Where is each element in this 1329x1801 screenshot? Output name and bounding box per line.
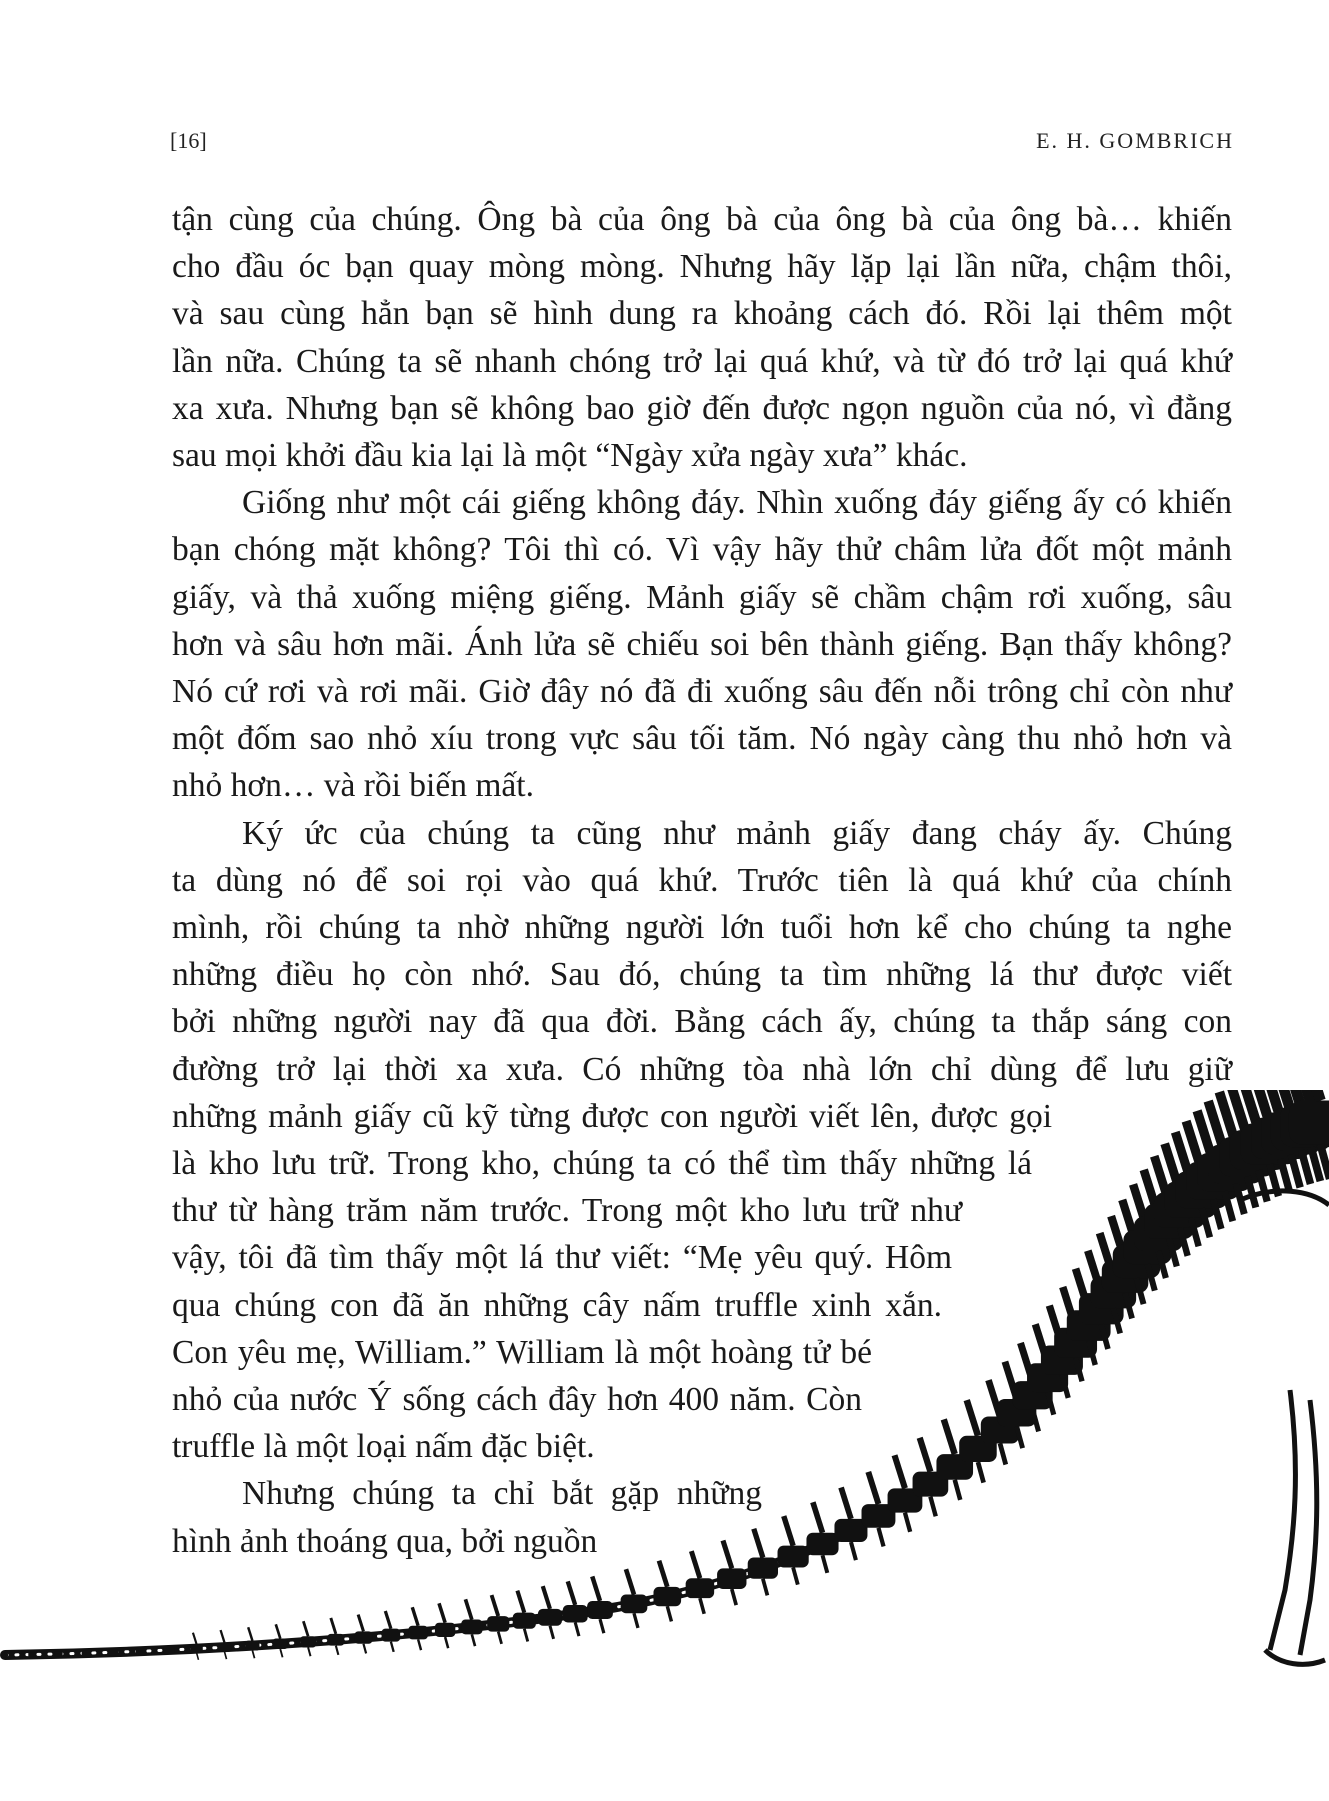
vertebra-spine bbox=[944, 1419, 955, 1454]
chevron-bone bbox=[524, 1629, 527, 1642]
vertebra bbox=[653, 1587, 681, 1606]
text-line: bạn chóng mặt không? Tôi thì có. Vì vậy hãy thử châm lửa đốt một mảnh bbox=[172, 531, 1232, 569]
vertebra bbox=[109, 1649, 119, 1656]
text-line: đường trở lại thời xa xưa. Có những tòa nhà lớn chỉ dùng để lưu giữ bbox=[172, 1050, 1232, 1088]
chevron-bone bbox=[336, 1646, 339, 1655]
vertebra-spine bbox=[331, 1618, 336, 1634]
chevron-bone bbox=[763, 1579, 768, 1596]
author-name: E. H. GOMBRICH bbox=[1036, 128, 1234, 153]
vertebra bbox=[28, 1652, 35, 1657]
vertebra bbox=[806, 1533, 838, 1555]
running-head bbox=[170, 128, 1234, 154]
vertebra-spine bbox=[967, 1400, 978, 1436]
vertebra-spine bbox=[813, 1502, 823, 1532]
vertebra-spine bbox=[784, 1516, 793, 1546]
chevron-bone bbox=[418, 1639, 421, 1650]
vertebra-spine bbox=[592, 1576, 600, 1601]
text-line: qua chúng con đã ăn những cây nấm truffle xinh xắn. bbox=[172, 1286, 942, 1324]
chevron-bone bbox=[955, 1480, 960, 1500]
vertebra-spine bbox=[248, 1627, 252, 1640]
vertebra-spine bbox=[303, 1621, 308, 1636]
chevron-bone bbox=[700, 1598, 704, 1614]
text-line: Nó cứ rơi và rơi mãi. Giờ đây nó đã đi xuống sâu đến nỗi trông chỉ còn như bbox=[172, 673, 1232, 711]
chevron-bone bbox=[878, 1528, 883, 1547]
dinosaur-skeleton-illustration bbox=[0, 1090, 1329, 1710]
vertebra bbox=[621, 1595, 648, 1614]
vertebra-spine bbox=[412, 1607, 418, 1626]
vertebra-spine bbox=[626, 1569, 634, 1594]
chevron-bone bbox=[363, 1644, 366, 1654]
vertebra bbox=[136, 1648, 147, 1655]
chevron-bone bbox=[308, 1647, 310, 1656]
paragraph bbox=[172, 479, 1232, 809]
vertebra bbox=[190, 1644, 202, 1653]
vertebra bbox=[2, 1653, 8, 1657]
vertebra-spine bbox=[358, 1615, 363, 1632]
vertebra bbox=[563, 1605, 588, 1622]
chevron-bone bbox=[252, 1651, 254, 1659]
vertebra-spine bbox=[492, 1595, 499, 1616]
chevron-bone bbox=[600, 1619, 604, 1633]
text-line: và sau cùng hẳn bạn sẽ hình dung ra khoảng cách đó. Rồi lại thêm một bbox=[172, 295, 1232, 333]
vertebra bbox=[1289, 1101, 1329, 1145]
text-line: Nhưng chúng ta chỉ bắt gặp những bbox=[242, 1475, 762, 1513]
vertebra-spine bbox=[439, 1603, 445, 1622]
vertebra bbox=[461, 1620, 482, 1635]
vertebra bbox=[778, 1546, 809, 1568]
chevron-bone bbox=[1000, 1443, 1006, 1464]
chevron-bone bbox=[1291, 1154, 1300, 1187]
chevron-bone bbox=[575, 1622, 579, 1636]
chevron-bone bbox=[1017, 1426, 1023, 1448]
vertebra-spine bbox=[221, 1630, 225, 1643]
text-line: những điều họ còn nhớ. Sau đó, chúng ta tìm những lá thư được viết bbox=[172, 956, 1232, 994]
text-line: là kho lưu trữ. Trong kho, chúng ta có thể tìm thấy những lá bbox=[172, 1145, 1032, 1183]
text-line: sau mọi khởi đầu kia lại là một “Ngày xửa ngày xưa” khác. bbox=[172, 437, 968, 475]
page-number: [16] bbox=[170, 128, 207, 153]
text-line: hình ảnh thoáng qua, bởi nguồn bbox=[172, 1522, 598, 1560]
text-line: cho đầu óc bạn quay mòng mòng. Nhưng hãy lặp lại lần nữa, chậm thôi, bbox=[172, 248, 1232, 286]
vertebra bbox=[487, 1616, 509, 1632]
text-line: vậy, tôi đã tìm thấy một lá thư viết: “Mẹ yêu quý. Hôm bbox=[172, 1239, 952, 1277]
chevron-bone bbox=[472, 1634, 475, 1646]
vertebra bbox=[273, 1639, 288, 1650]
chevron-bone bbox=[978, 1462, 984, 1483]
text-line: bởi những người nay đã qua đời. Bằng cách ấy, chúng ta thắp sáng con bbox=[172, 1003, 1232, 1041]
vertebra bbox=[163, 1646, 174, 1654]
text-line: nhỏ của nước Ý sống cách đây hơn 400 năm. Còn bbox=[172, 1381, 862, 1419]
text-line: ta dùng nó để soi rọi vào quá khứ. Trước tiên là quá khứ của chính bbox=[172, 861, 1232, 899]
vertebra bbox=[55, 1651, 63, 1656]
vertebra bbox=[435, 1623, 455, 1637]
text-line: một đốm sao nhỏ xíu trong vực sâu tối tăm. Nó ngày càng thu nhỏ hơn và bbox=[172, 720, 1232, 758]
text-line: Ký ức của chúng ta cũng như mảnh giấy đang cháy ấy. Chúng bbox=[242, 814, 1232, 852]
vertebra bbox=[245, 1641, 259, 1651]
vertebra bbox=[717, 1568, 746, 1589]
chevron-bone bbox=[823, 1555, 828, 1573]
chevron-bone bbox=[667, 1606, 671, 1621]
vertebra bbox=[513, 1613, 536, 1629]
vertebra-spine bbox=[754, 1529, 763, 1558]
chevron-bone bbox=[550, 1626, 554, 1639]
vertebra-spine bbox=[895, 1455, 905, 1488]
vertebra bbox=[300, 1636, 316, 1647]
vertebra bbox=[748, 1558, 778, 1579]
chevron-bone bbox=[391, 1642, 394, 1652]
vertebra bbox=[355, 1631, 373, 1643]
vertebra-spine bbox=[920, 1438, 931, 1472]
chevron-bone bbox=[793, 1567, 798, 1584]
vertebra-spine bbox=[276, 1624, 281, 1638]
chevron-bone bbox=[1033, 1409, 1039, 1431]
text-line: mình, rồi chúng ta nhờ những người lớn tuổi hơn kể cho chúng ta nghe bbox=[172, 909, 1232, 947]
chevron-bone bbox=[905, 1513, 910, 1532]
vertebra-spine bbox=[868, 1472, 878, 1504]
chevron-bone bbox=[445, 1637, 448, 1648]
chevron-bone bbox=[930, 1497, 935, 1517]
text-line: giấy, và thả xuống miệng giếng. Mảnh giấy sẽ chầm chậm rơi xuống, sâu bbox=[172, 578, 1232, 616]
vertebra bbox=[538, 1609, 562, 1626]
chevron-bone bbox=[498, 1632, 501, 1644]
vertebra-spine bbox=[659, 1561, 667, 1587]
chevron-bone bbox=[1301, 1150, 1310, 1183]
vertebra bbox=[686, 1578, 715, 1598]
vertebra bbox=[327, 1634, 344, 1646]
chevron-bone bbox=[225, 1652, 227, 1659]
text-line: nhỏ hơn… và rồi biến mất. bbox=[172, 767, 534, 805]
text-line: lần nữa. Chúng ta sẽ nhanh chóng trở lại quá khứ, và từ đó trở lại quá khứ bbox=[172, 342, 1232, 380]
text-line: truffle là một loại nấm đặc biệt. bbox=[172, 1428, 595, 1466]
chevron-bone bbox=[732, 1589, 736, 1605]
vertebra-spine bbox=[568, 1581, 575, 1605]
text-line: xa xưa. Nhưng bạn sẽ không bao giờ đến được ngọn nguồn của nó, vì đằng bbox=[172, 389, 1232, 427]
vertebra-spine bbox=[723, 1540, 732, 1568]
vertebra-spine bbox=[841, 1488, 851, 1519]
text-line: hơn và sâu hơn mãi. Ánh lửa sẽ chiếu soi bên thành giếng. Bạn thấy không? bbox=[172, 625, 1232, 663]
text-line: tận cùng của chúng. Ông bà của ông bà của ông bà của ông bà… khiến bbox=[172, 201, 1232, 238]
vertebra-spine bbox=[193, 1633, 197, 1645]
chevron-bone bbox=[280, 1649, 282, 1657]
text-line: những mảnh giấy cũ kỹ từng được con người viết lên, được gọi bbox=[172, 1097, 1052, 1135]
text-line: Giống như một cái giếng không đáy. Nhìn xuống đáy giếng ấy có khiến bbox=[242, 484, 1232, 522]
vertebra-spine bbox=[465, 1599, 471, 1619]
vertebra bbox=[382, 1629, 401, 1642]
vertebra-spine bbox=[385, 1611, 391, 1629]
text-line: Con yêu mẹ, William.” William là một hoàng tử bé bbox=[172, 1333, 872, 1371]
chevron-bone bbox=[851, 1542, 856, 1560]
chevron-bone bbox=[197, 1653, 199, 1660]
paragraph bbox=[172, 196, 1232, 479]
vertebra bbox=[587, 1601, 613, 1619]
vertebra-spine bbox=[543, 1586, 550, 1609]
text-line: thư từ hàng trăm năm trước. Trong một kho lưu trữ như bbox=[172, 1192, 962, 1230]
vertebra bbox=[408, 1626, 428, 1640]
vertebra-spine bbox=[517, 1591, 524, 1613]
vertebra-spine bbox=[691, 1551, 700, 1578]
chevron-bone bbox=[634, 1613, 638, 1628]
vertebra bbox=[218, 1643, 231, 1652]
chevron-bone bbox=[1048, 1392, 1054, 1415]
vertebra bbox=[82, 1650, 91, 1656]
